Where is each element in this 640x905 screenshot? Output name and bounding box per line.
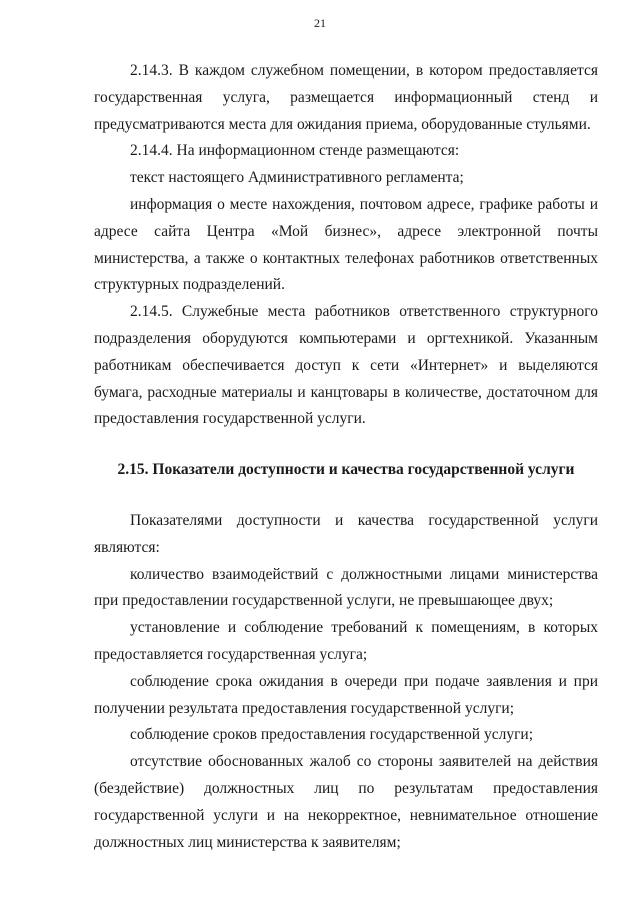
document-body xyxy=(94,58,598,856)
paragraph-2-14-5: 2.14.5. Служебные места работников ответственного структурного подразделения оборудуются компьютерами и оргтехникой. Указанным работникам обеспечивается доступ к сети «Интернет» и выделяются бумага, расходные материалы и канцтовары в количестве, достаточном для предоставления государственной услуги. xyxy=(94,303,598,428)
section-heading: 2.15. Показатели доступности и качества государственной услуги xyxy=(117,461,575,479)
paragraph-2-14-4: 2.14.4. На информационном стенде размещаются: xyxy=(130,142,460,160)
list-item: соблюдение срока ожидания в очереди при подаче заявления и при получении результата предоставления государственной услуги; xyxy=(94,672,598,717)
list-item: установление и соблюдение требований к помещениям, в которых предоставляется государственная услуга; xyxy=(94,619,598,663)
list-item: текст настоящего Административного регламента; xyxy=(130,169,464,187)
paragraph-intro: Показателями доступности и качества государственной услуги являются: xyxy=(94,511,598,556)
list-item: отсутствие обоснованных жалоб со стороны заявителей на действия (бездействие) должностных лиц по результатам предоставления государственной услуги и на некорректное, невнимательное отношение должностных лиц министерства к заявителям; xyxy=(94,753,598,851)
list-item: информация о месте нахождения, почтовом адресе, графике работы и адресе сайта Центра «Мой бизнес», адресе электронной почты министерства, а также о контактных телефонах работников ответственных структурных подразделений. xyxy=(94,195,598,294)
page-number: 21 xyxy=(314,16,326,30)
list-item: соблюдение сроков предоставления государственной услуги; xyxy=(130,726,534,744)
paragraph-2-14-3: 2.14.3. В каждом служебном помещении, в котором предоставляется государственная услуга, размещается информационный стенд и предусматриваются места для ожидания приема, оборудованные стульями. xyxy=(94,62,598,133)
list-item: количество взаимодействий с должностными лицами министерства при предоставлении государственной услуги, не превышающее двух; xyxy=(94,565,598,610)
